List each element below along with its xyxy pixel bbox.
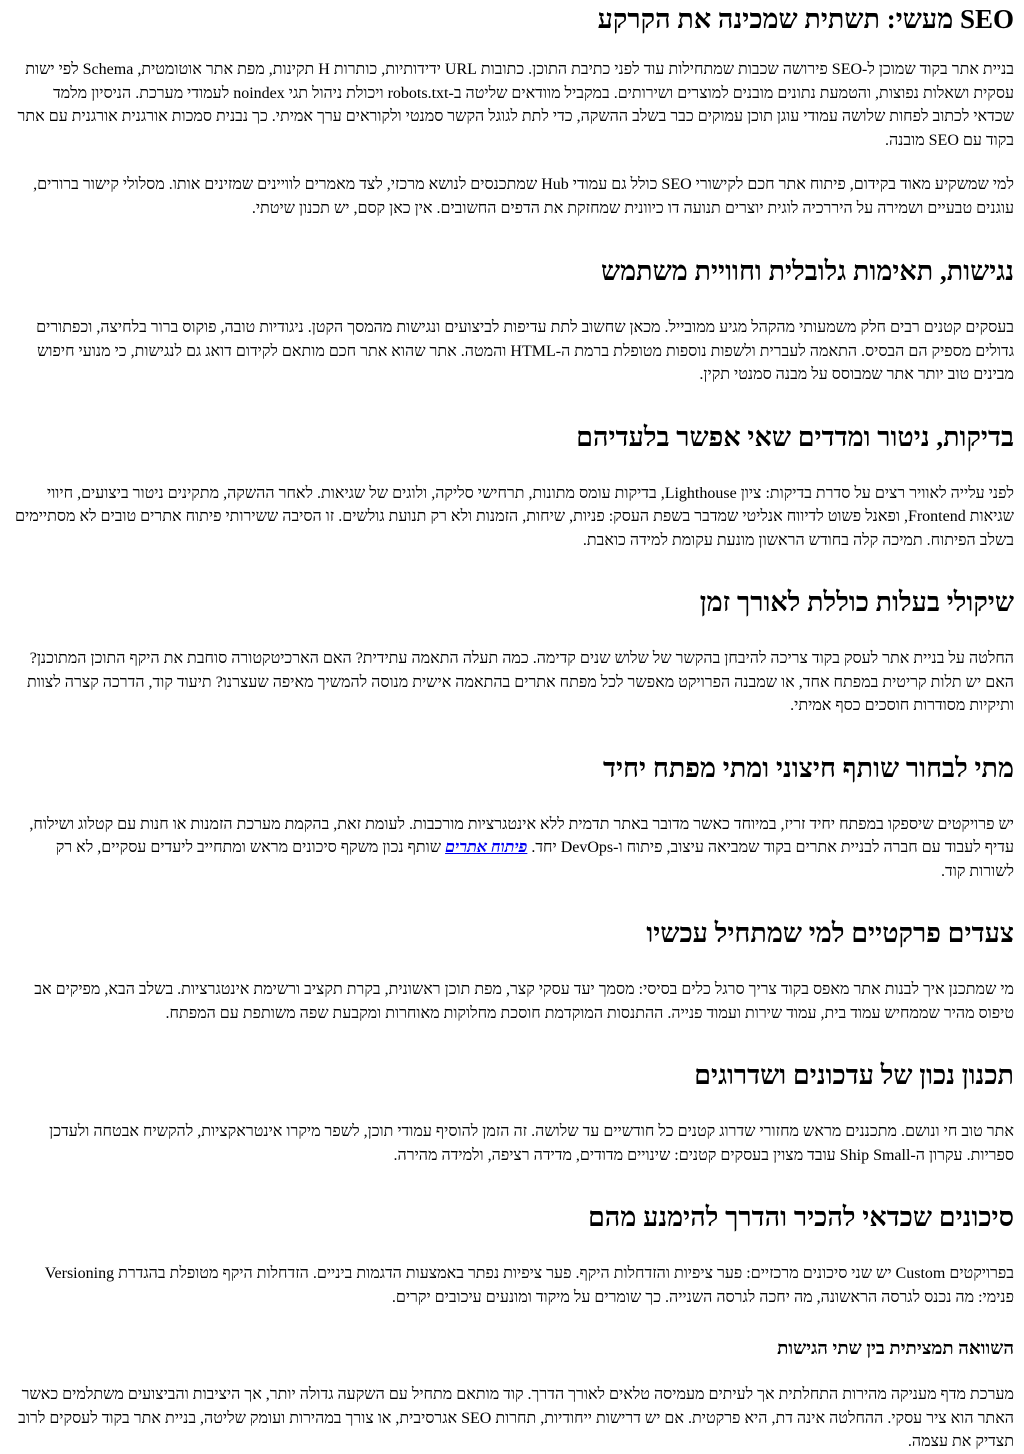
section-heading-total-ownership: שיקולי בעלות כוללת לאורך זמן: [699, 587, 1014, 617]
section-heading-risks: סיכונים שכדאי להכיר והדרך להימנע מהם: [587, 1202, 1014, 1232]
section-heading-testing-monitoring: בדיקות, ניטור ומדדים שאי אפשר בלעדיהם: [576, 421, 1014, 452]
section-heading-updates-upgrades: תכנון נכון של עדכונים ושדרוגים: [694, 1060, 1014, 1090]
paragraph-text-after-link: שותף נכון משקף סיכונים מראש ומתחייב ליעדים עסקיים, לא רק לשורות קוד.: [55, 839, 1014, 880]
paragraph-accessibility: בעסקים קטנים רבים חלק משמעותי מהקהל מגיע ממובייל. מכאן שחשוב לתת עדיפות לביצועים ונגישות מהמסך הקטן. ניגודיות טובה, פוקוס ברור בלחיצה, וכפתורים גדולים מספיק הם הבסיס. התאמה לעברית ולשפות נוספות מטופלת ברמת ה-HTML והמטה. אתר שהוא אתר חכם מותאם לקידום דואג גם לנגישות, כי מנועי חיפוש מבינים טוב יותר אתר שמבוסס על מבנה סמנטי תקין.: [36, 319, 1014, 383]
section-heading-seo-infrastructure: SEO מעשי: תשתית שמכינה את הקרקע: [597, 4, 1014, 34]
paragraph-seo-infrastructure: בניית אתר בקוד שמוכן ל-SEO פירושה שכבות שמתחילות עוד לפני כתיבת התוכן. כתובות URL ידידותיות, כותרות H תקינות, מפת אתר אוטומטית, Schema לפי ישות עסקית ושאלות נפוצות, והטמעת נתונים מובנים למוצרים ושירותים. במקביל מוודאים שליטה ב-robots.txt ויכולת ניהול תגי noindex לעמודי מערכת. הניסיון מלמד שכדאי לכתוב לפחות שלושה עמודי עוגן תוכן עמוקים כבר בשלב ההשקה, כדי לתת לגוגל הקשר סמנטי ולקוראים ערך אמיתי. כך נבנית סמכות אורגנית אורגנית עם אתר בקוד עם SEO מובנה.: [17, 61, 1014, 149]
section-heading-partner-vs-freelancer: מתי לבחור שותף חיצוני ומתי מפתח יחיד: [602, 752, 1014, 783]
article: [0, 2, 1024, 1454]
paragraph-updates-upgrades: אתר טוב חי ונושם. מתכננים מראש מחזורי שדרוג קטנים כל חודשיים עד שלושה. זה הזמן להוסיף עמודי תוכן, לשפר מיקרו אינטראקציות, להקשיח אבטחה ולעדכן ספריות. עקרון ה-Ship Small עובד מצוין בעסקים קטנים: שינויים מדודים, מדידה רציפה, ולמידה מהירה.: [49, 1123, 1014, 1164]
paragraph-total-ownership: החלטה על בניית אתר לעסק בקוד צריכה להיבחן בהקשר של שלוש שנים קדימה. כמה תעלה התאמה עתידית? האם הארכיטקטורה סוחבת את היקף התוכן המתוכנן? האם יש תלות קריטית במפתח אחד, או שמבנה הפרויקט מאפשר לכל מפתח אתרים בהתאמה אישית מנוסה להמשיך מאיפה שעצרנו? תיעוד קוד, הדרכה קצרה לצוות ותיקיות מסודרות חוסכים כסף אמיתי.: [26, 650, 1014, 714]
paragraph-partner-vs-freelancer: [12, 813, 1014, 884]
paragraph-risks: בפרויקטים Custom יש שני סיכונים מרכזיים: פער ציפיות והזדחלות היקף. פער ציפיות נפתר באמצעות הדגמות ביניים. הזדחלות היקף מטופלת בהגדרת Versioning פנימי: מה נכנס לגרסה הראשונה, מה יחכה לגרסה השנייה. כך שומרים על מיקוד ומונעים עיכובים יקרים.: [44, 1265, 1014, 1306]
paragraph-testing-monitoring: לפני עלייה לאוויר רצים על סדרת בדיקות: ציון Lighthouse, בדיקות עומס מתונות, תרחישי סליקה, ולוגים של שגיאות. לאחר ההשקה, מתקינים ניטור ביצועים, חיווי שגיאות Frontend, ופאנל פשוט לדיווח אנליטי שמדבר בשפת העסק: פניות, שיחות, הזמנות ולא רק תנועת גולשים. זו הסיבה ששירותי פיתוח אתרים טובים לא מסתיימים בשלב הפיתוח. תמיכה קלה בחודש הראשון מונעת עקומת למידה כואבת.: [15, 484, 1014, 549]
paragraph-comparison: מערכת מדף מעניקה מהירות התחלתית אך לעיתים מעמיסה טלאים לאורך הדרך. קוד מותאם מתחיל עם השקעה גדולה יותר, אך היציבות והביצועים משתלמים כאשר האתר הוא ציר עסקי. ההחלטה אינה דת, היא פרקטית. אם יש דרישות ייחודיות, תחרות SEO אגרסיבית, או צורך במהירות ועומק שליטה, בניית אתר בקוד לעסקים לרוב תצדיק את עצמה.: [18, 1386, 1014, 1450]
section-heading-practical-steps: צעדים פרקטיים למי שמתחיל עכשיו: [646, 918, 1014, 948]
subsection-heading-comparison: השוואה תמציתית בין שתי הגישות: [777, 1339, 1014, 1359]
paragraph-text-before-link: יש פרויקטים שיספקו במפתח יחיד זריז, במיוחד כאשר מדובר באתר תדמית ללא אינטגרציות מורכבות. לעומת זאת, בהקמת מערכת הזמנות או חנות עם קטלוג ושילוח, עדיף לעבוד עם חברה לבניית אתרים בקוד שמביאה עיצוב, פיתוח ו-DevOps יחד.: [29, 815, 1014, 856]
paragraph-practical-steps: מי שמתכנן איך לבנות אתר מאפס בקוד צריך סרגל כלים בסיסי: מסמך יעד עסקי קצר, מפת תוכן ראשונית, בקרת תקציב ורשימת אינטגרציות. בשלב הבא, מפיקים אב טיפוס מהיר שממחיש עמוד בית, עמוד שירות ועמוד פנייה. ההתנסות המוקדמת חוסכת מחלוקות מאוחרות ומקבעת שפה משותפת עם המפתח.: [34, 981, 1014, 1022]
web-development-link[interactable]: פיתוח אתרים: [445, 839, 528, 856]
paragraph-seo-hub-pages: למי שמשקיע מאוד בקידום, פיתוח אתר חכם לקישורי SEO כולל גם עמודי Hub שמתכנסים לנושא מרכזי, לצד מאמרים לוויינים שמזינים אותו. מסלולי קישור ברורים, עוגנים טבעיים ושמירה על היררכיה לוגית יוצרים תנועה דו כיוונית שמחזקת את הדפים החשובים. אין כאן קסם, יש תכנון שיטתי.: [33, 176, 1014, 217]
section-heading-accessibility: נגישות, תאימות גלובלית וחוויית משתמש: [601, 256, 1014, 286]
